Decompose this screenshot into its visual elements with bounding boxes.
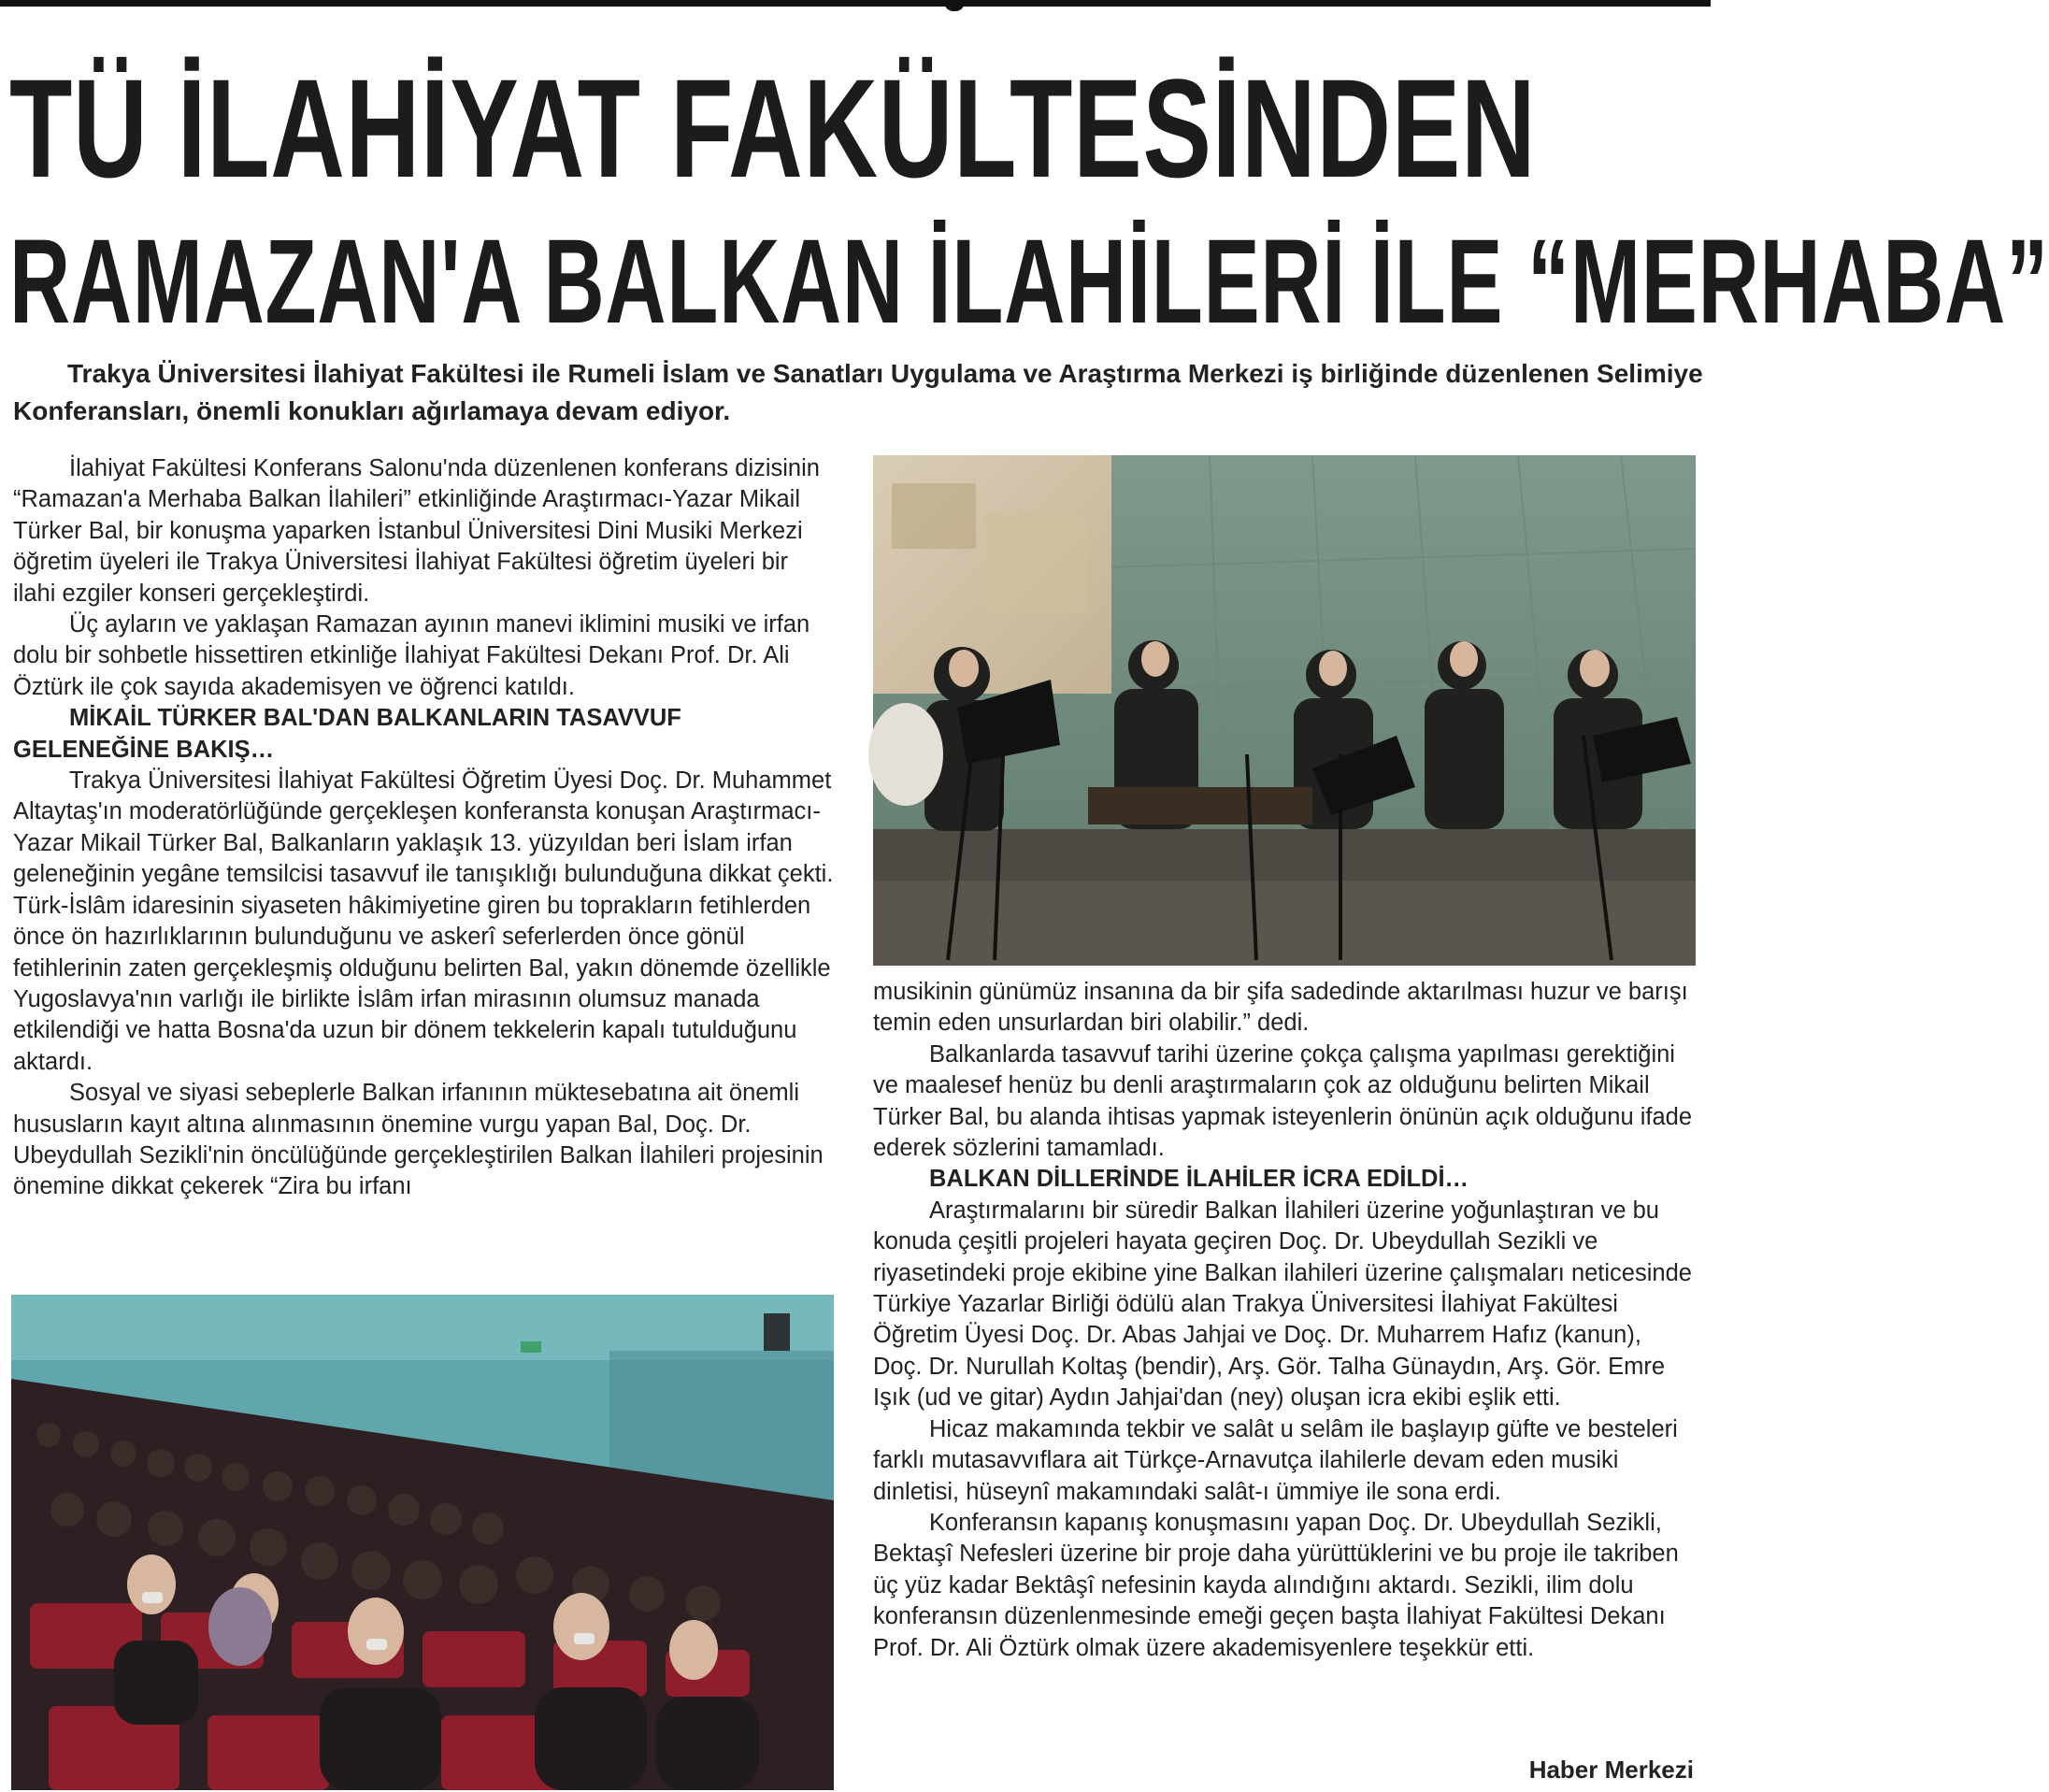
headline-line-1: TÜ İLAHİYAT FAKÜLTESİNDEN xyxy=(9,50,1537,207)
lead-text: Trakya Üniversitesi İlahiyat Fakültesi ile Rumeli İslam ve Sanatları Uygulama ve Araştırma Merkezi iş birliğinde düzenlenen Selimiye Konferansları, önemli konukları ağırlamaya devam ediyor. xyxy=(13,359,1703,425)
top-border-tab xyxy=(944,0,965,11)
paragraph: Sosyal ve siyasi sebeplerle Balkan irfanının müktesebatına ait önemli hususların kayıt altına alınmasının önemine vurgu yapan Bal, Doç. Dr. Ubeydullah Sezikli'nin öncülüğünde gerçekleştirilen Balkan İlahileri projesinin önemine dikkat çekerek “Zira bu irfanı xyxy=(13,1080,824,1200)
paragraph: Araştırmalarını bir süredir Balkan İlahileri üzerine yoğunlaştıran ve bu konuda çeşitli projeleri hayata geçiren Doç. Dr. Ubeydullah Sezikli ve riyasetindeki proje ekibine yine Balkan ilahileri üzerine çalışmaları neticesinde Türkiye Yazarlar Birliği ödülü alan Trakya Üniversitesi İlahiyat Fakültesi Öğretim Üyesi Doç. Dr. Abas Jahjai ve Doç. Dr. Muharrem Hafız (kanun), Doç. Dr. Nurullah Koltaş (bendir), Arş. Gör. Talha Günaydın, Arş. Gör. Emre Işık (ud ve gitar) Aydın Jahjai'dan (ney) oluşan icra ekibi eşlik etti. xyxy=(873,1197,1692,1412)
paragraph: Üç ayların ve yaklaşan Ramazan ayının manevi iklimini musiki ve irfan dolu bir sohbetle hissettiren etkinliğe İlahiyat Fakültesi Dekanı Prof. Dr. Ali Öztürk ile çok sayıda akademisyen ve öğrenci katıldı. xyxy=(13,611,810,700)
paragraph: Konferansın kapanış konuşmasını yapan Doç. Dr. Ubeydullah Sezikli, Bektaşî Nefesleri üzerine bir proje daha yürüttüklerini ve bu proje ile takriben üç yüz kadar Bektâşî nefesinin kayda alındığını aktardı. Sezikli, ilim dolu konferansın düzenlenmesinde emeği geçen başta İlahiyat Fakültesi Dekanı Prof. Dr. Ali Öztürk olmak üzere akademisyenlere teşekkür etti. xyxy=(873,1509,1679,1661)
subheading: BALKAN DİLLERİNDE İLAHİLER İCRA EDİLDİ… xyxy=(929,1166,1469,1193)
headline-line-2: RAMAZAN'A BALKAN İLAHİLERİ İLE “MERHABA” xyxy=(9,215,2049,349)
paragraph: Balkanlarda tasavvuf tarihi üzerine çokça çalışma yapılması gerektiğini ve maalesef henüz bu denli araştırmaların çok az olduğunu belirten Mikail Türker Bal, bu alanda ihtisas yapmak isteyenlerin önünün açık olduğunu ifade ederek sözlerini tamamladı. xyxy=(873,1040,1693,1162)
top-border-rule xyxy=(0,0,1711,7)
paragraph: İlahiyat Fakültesi Konferans Salonu'nda düzenlenen konferans dizisinin “Ramazan'a Merhaba Balkan İlahileri” etkinliğinde Araştırmacı-Yazar Mikail Türker Bal, bir konuşma yaparken İstanbul Üniversitesi Dini Musiki Merkezi öğretim üyeleri ile Trakya Üniversitesi İlahiyat Fakültesi öğretim üyeleri bir ilahi ezgiler konseri gerçekleştirdi. xyxy=(13,455,820,607)
subheading: MİKAİL TÜRKER BAL'DAN BALKANLARIN TASAVVUF GELENEĞİNE BAKIŞ… xyxy=(13,705,681,763)
photo-audience xyxy=(11,1295,834,1790)
paragraph: Trakya Üniversitesi İlahiyat Fakültesi Öğretim Üyesi Doç. Dr. Muhammet Altaytaş'ın moderatörlüğünde gerçekleşen konferansta konuşan Araştırmacı-Yazar Mikail Türker Bal, Balkanların yaklaşık 13. yüzyıldan beri İslam irfan geleneğinin yegâne temsilcisi tasavvuf ile tanışıklığı bulunduğuna dikkat çekti. Türk-İslâm idaresinin siyaseten hâkimiyetine giren bu toprakların fetihlerden önce ön hazırlıklarının bulunduğunu ve askerî seferlerden önce gönül fetihlerinin zaten gerçekleşmiş olduğunu belirten Bal, yakın dönemde özellikle Yugoslavya'nın varlığı ile birlikte İslâm irfan mirasının olumsuz manada etkilendiği ve hatta Bosna'da uzun bir dönem tekkelerin kapalı tutulduğunu aktardı. xyxy=(13,767,834,1075)
paragraph: Hicaz makamında tekbir ve salât u selâm ile başlayıp güfte ve besteleri farklı mutasavvıflara ait Türkçe-Arnavutça ilahilerle devam eden musiki dinletisi, hüseynî makamındaki salât-ı ümmiye ile sona erdi. xyxy=(873,1415,1678,1505)
article-column-right xyxy=(873,977,1696,1664)
byline-credit: Haber Merkezi xyxy=(1522,1756,1694,1785)
photo-musicians-on-stage xyxy=(873,455,1696,966)
article-column-left xyxy=(13,453,836,1203)
lead-paragraph xyxy=(13,355,1705,430)
paragraph: musikinin günümüz insanına da bir şifa sadedinde aktarılması huzur ve barışı temin eden unsurlardan biri olabilir.” dedi. xyxy=(873,979,1688,1037)
